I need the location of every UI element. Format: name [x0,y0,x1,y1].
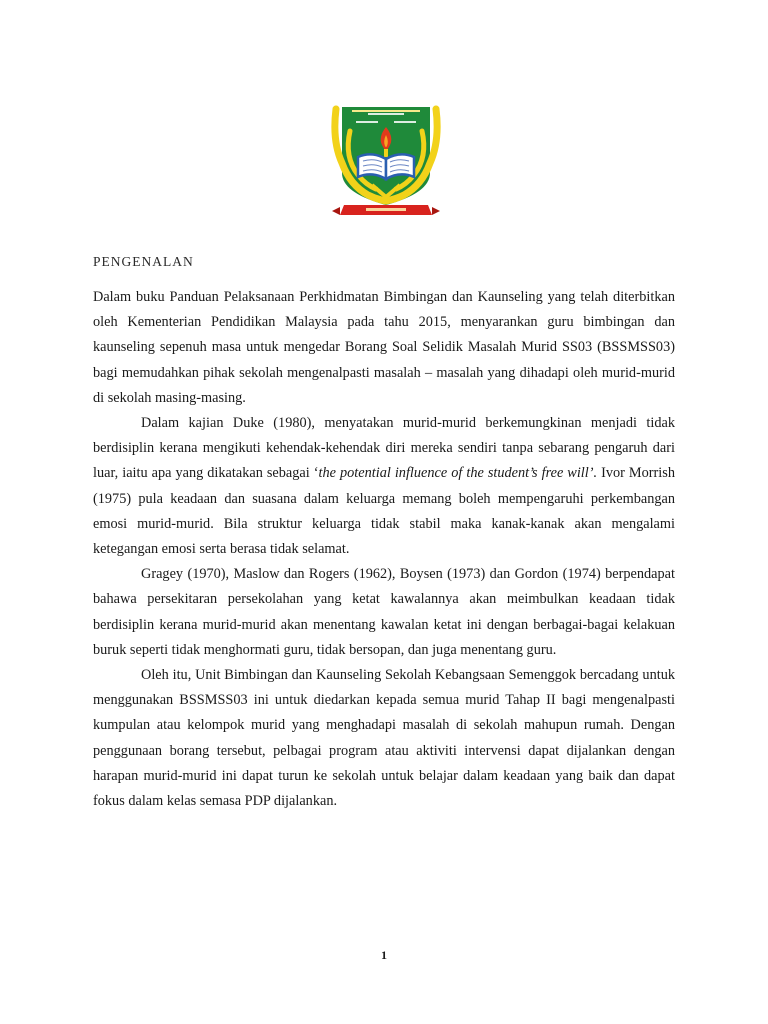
page-number: 1 [381,948,387,962]
ribbon-lettering [366,208,406,211]
paragraph-2-part-2: Ivor Morrish (1975) pula keadaan dan suasana dalam keluarga memang boleh mempengaruhi perkembangan emosi murid-murid. Bila struktur keluarga tidak stabil maka kanak-kanak akan mengalami ketegangan emosi serta berasa tidak selamat. [93,465,675,558]
section-heading: PENGENALAN [93,254,194,269]
paragraph-4: Oleh itu, Unit Bimbingan dan Kaunseling Sekolah Kebangsaan Semenggok bercadang untuk menggunakan BSSMSS03 ini untuk diedarkan kepada semua murid Tahap II bagi mengenalpasti kumpulan atau kelompok murid yang menghadapi masalah di sekolah mahupun rumah. Dengan penggunaan borang tersebut, pelbagai program atau aktiviti intervensi dapat dijalankan dengan harapan murid-murid ini dapat turun ke sekolah untuk belajar dalam keadaan yang baik dan dapat fokus dalam kelas semasa PDP dijalankan. [93,667,675,810]
open-book-icon [358,154,414,179]
paragraph-2 [93,411,675,562]
torch-handle [384,149,388,157]
school-crest-logo [328,101,444,223]
paragraph-2-quote: the potential influence of the student’s free will’. [318,465,598,482]
paragraph-1: Dalam buku Panduan Pelaksanaan Perkhidmatan Bimbingan dan Kaunseling yang telah diterbitkan oleh Kementerian Pendidikan Malaysia pada tahu 2015, menyarankan guru bimbingan dan kaunseling sepenuh masa untuk mengedar Borang Soal Selidik Masalah Murid SS03 (BSSMSS03) bagi memudahkan pihak sekolah mengenalpasti masalah – masalah yang dihadapi oleh murid-murid di sekolah masing-masing. [93,289,675,406]
paragraph-3: Gragey (1970), Maslow dan Rogers (1962), Boysen (1973) dan Gordon (1974) berpendapat bahawa persekitaran persekolahan yang ketat kawalannya akan meimbulkan keadaan tidak berdisiplin kerana murid-murid akan menentang kawalan ketat ini dengan berbagai-bagai kelakuan buruk seperti tidak menghormati guru, tidak bersopan, dan juga menentang guru. [93,566,675,658]
body-text [93,285,675,814]
paragraph-2-part-1: Dalam kajian Duke (1980), menyatakan murid-murid berkemungkinan menjadi tidak berdisiplin kerana mengikuti kehendak-kehendak diri mereka sendiri tanpa sebarang pengaruh dari luar, iaitu apa yang dikatakan sebagai ‘ [93,415,675,482]
